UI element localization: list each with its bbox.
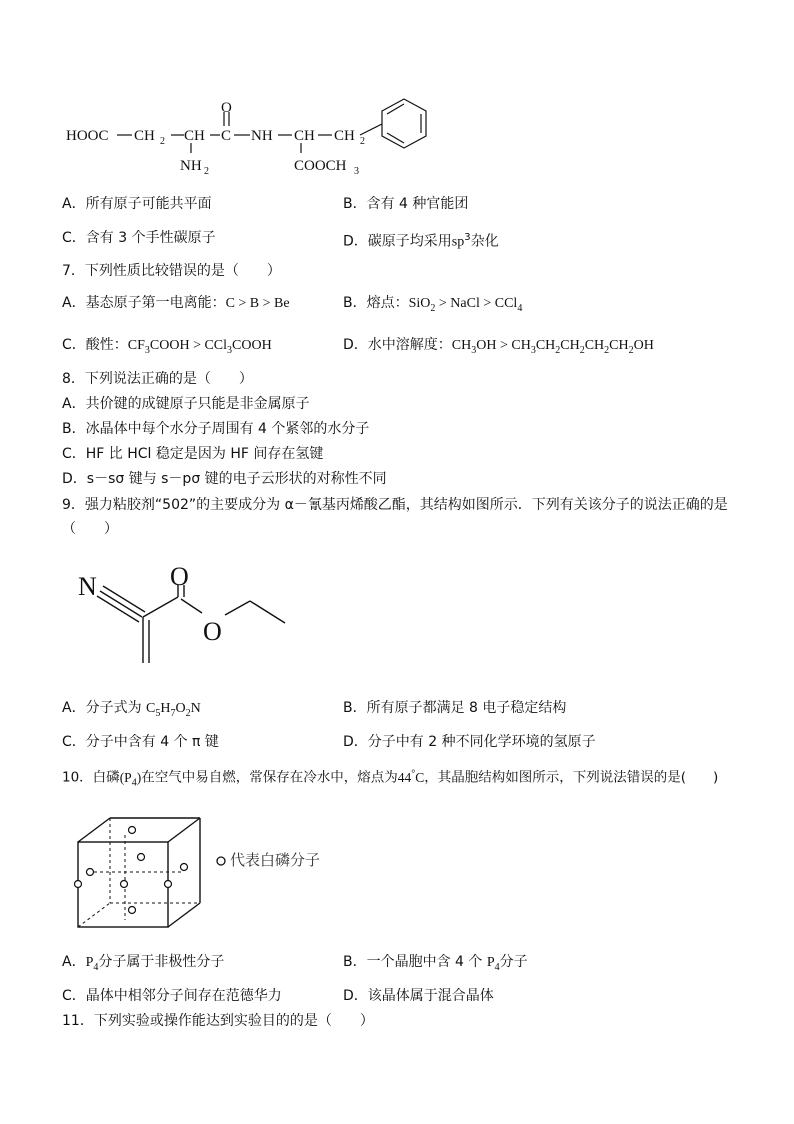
carbonyl-oxygen-label: O [170,565,189,591]
cooch3-subscript: 3 [354,166,359,177]
ch2-label: CH [134,128,155,144]
q7-stem: 7．下列性质比较错误的是（ ） [62,263,281,279]
c-label: C [221,128,232,144]
q7-option-a: A．基态原子第一电离能：C > B > Be [62,295,290,311]
legend-circle-icon [215,855,227,867]
cooch3-label: COOCH [294,158,347,174]
q10-stem: 10．白磷$(P_4)$在空气中易自燃，常保存在冷水中，熔点为44°C，其晶胞结构如图所示，下列说法错误的是( ) [62,768,719,789]
q7-option-d: D．水中溶解度：$CH_3OH > CH_3CH_2CH_2CH_2CH_2OH$ [343,337,654,356]
q10-option-c: C．晶体中相邻分子间存在范德华力 [62,988,282,1004]
ch-label-2: CH [294,128,315,144]
q6-option-c: C．含有 3 个手性碳原子 [62,230,216,246]
q10-legend-label: 代表白磷分子 [230,851,321,869]
q9-option-a: A．分子式为 $C_5H_7O_2N$ [62,700,201,719]
hooc-label: HOOC [66,128,109,144]
q9-option-b: B．所有原子都满足 8 电子稳定结构 [343,700,567,716]
q8-option-b: B．冰晶体中每个水分子周围有 4 个紧邻的水分子 [62,421,370,437]
ch2-subscript-2: 2 [360,136,365,147]
o-label: O [221,100,232,116]
q10-option-d: D．该晶体属于混合晶体 [343,988,494,1004]
q10-unit-cell-diagram [70,812,210,937]
q10-option-b: B．一个晶胞中含 4 个 $P_4$分子 [343,954,528,973]
nh-label: NH [251,128,273,144]
q7-option-c: C．酸性：$CF_3COOH$ > CCl$_3$COOH [62,337,272,356]
q8-option-a: A．共价键的成键原子只能是非金属原子 [62,396,310,412]
q10-option-a: A．$P_4$分子属于非极性分子 [62,954,225,973]
nh2-subscript: 2 [204,166,209,177]
q9-structure-diagram [70,565,300,670]
q7-option-b: B．熔点：SiO$_2$ > NaCl > CCl$_4$ [343,295,523,314]
ch2-label-2: CH [334,128,355,144]
q9-stem: 9．强力粘胶剂“502”的主要成分为 α－氰基丙烯酸乙酯，其结构如图所示．下列有关该分子的说法正确的是 [62,497,728,513]
nitrogen-label: N [78,572,97,601]
q8-stem: 8．下列说法正确的是（ ） [62,371,253,387]
q6-option-d: D．碳原子均采用$sp^3$杂化 [343,232,499,250]
ch-label: CH [184,128,205,144]
q8-option-d: D．s－sσ 键与 s－pσ 键的电子云形状的对称性不同 [62,471,387,487]
ch2-subscript: 2 [160,136,165,147]
q9-option-c: C．分子中含有 4 个 π 键 [62,734,219,750]
q9-stem-paren: （ ） [62,521,118,537]
q6-structure-diagram [60,96,450,180]
nh2-label: NH [180,158,202,174]
ester-oxygen-label: O [203,617,222,646]
q9-option-d: D．分子中有 2 种不同化学环境的氢原子 [343,734,596,750]
q6-option-a: A．所有原子可能共平面 [62,196,212,212]
q8-option-c: C．HF 比 HCl 稳定是因为 HF 间存在氢键 [62,446,324,462]
q6-option-b: B．含有 4 种官能团 [343,196,469,212]
q11-stem: 11．下列实验或操作能达到实验目的的是（ ） [62,1013,374,1029]
